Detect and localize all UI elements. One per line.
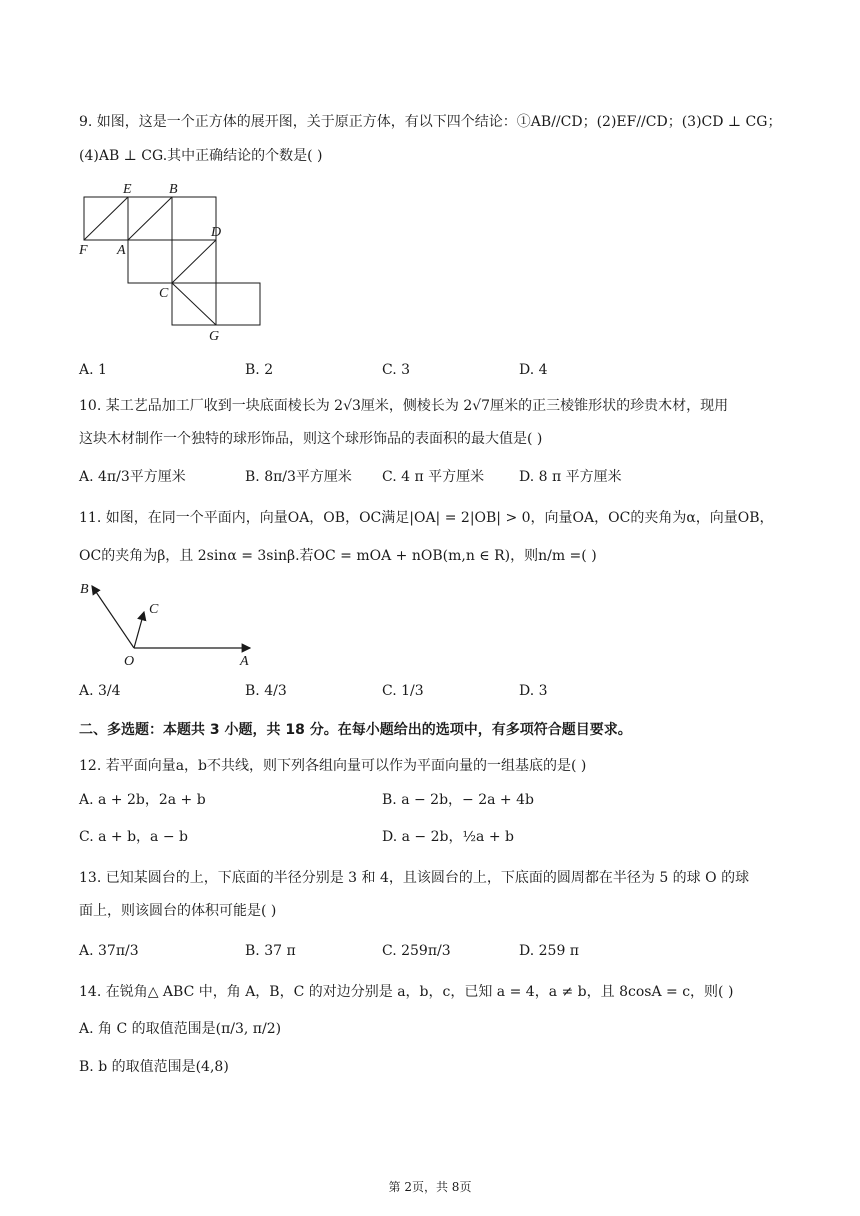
- q10-option-d: D. 8 π 平方厘米: [519, 469, 622, 485]
- q11-vector-figure: [74, 576, 264, 671]
- q11-line2: OC的夹角为β，且 2sinα = 3sinβ.若OC = mOA + nOB(m,n ∈ R)，则n/m =( ): [79, 548, 597, 564]
- q11-option-c: C. 1/3: [382, 683, 424, 699]
- q11-option-b: B. 4/3: [245, 683, 287, 699]
- q13-option-c: C. 259π/3: [382, 943, 451, 959]
- section-heading: 二、多选题：本题共 3 小题，共 18 分。在每小题给出的选项中，有多项符合题目要求。: [79, 722, 632, 738]
- label-C: C: [149, 602, 159, 617]
- q9-cube-net-figure: [76, 180, 276, 345]
- label-O: O: [124, 654, 135, 669]
- q14-option-b: B. b 的取值范围是(4,8): [79, 1059, 229, 1075]
- q9-option-c: C. 3: [382, 362, 411, 378]
- q13-option-d: D. 259 π: [519, 943, 579, 959]
- q12-option-d: D. a − 2b，½a + b: [382, 829, 514, 845]
- q10-option-a: A. 4π/3平方厘米: [79, 469, 186, 485]
- label-B: B: [80, 582, 89, 597]
- q10-option-b: B. 8π/3平方厘米: [245, 469, 352, 485]
- label-E: E: [123, 182, 132, 197]
- label-F: F: [79, 243, 88, 258]
- q13-option-a: A. 37π/3: [79, 943, 139, 959]
- q12-option-a: A. a + 2b，2a + b: [79, 792, 206, 808]
- label-G: G: [209, 329, 220, 344]
- q13-line1: 13. 已知某圆台的上，下底面的半径分别是 3 和 4，且该圆台的上，下底面的圆周都在半径为 5 的球 O 的球: [79, 870, 750, 886]
- q13-option-b: B. 37 π: [245, 943, 296, 959]
- q10-line1: 10. 某工艺品加工厂收到一块底面棱长为 2√3厘米，侧棱长为 2√7厘米的正三棱锥形状的珍贵木材，现用: [79, 398, 729, 414]
- q14-option-a: A. 角 C 的取值范围是(π/3, π/2): [79, 1021, 282, 1037]
- label-D: D: [211, 225, 222, 240]
- q13-line2: 面上，则该圆台的体积可能是( ): [79, 903, 277, 919]
- q12-line1: 12. 若平面向量a，b不共线，则下列各组向量可以作为平面向量的一组基底的是( ): [79, 758, 587, 774]
- q9-option-d: D. 4: [519, 362, 548, 378]
- q9-option-b: B. 2: [245, 362, 274, 378]
- label-A: A: [240, 654, 249, 669]
- q12-option-b: B. a − 2b，− 2a + 4b: [382, 792, 534, 808]
- label-B: B: [169, 182, 178, 197]
- q12-option-c: C. a + b，a − b: [79, 829, 188, 845]
- q9-line2: (4)AB ⊥ CG.其中正确结论的个数是( ): [79, 148, 323, 164]
- q11-option-a: A. 3/4: [79, 683, 121, 699]
- label-C: C: [159, 286, 169, 301]
- q9-option-a: A. 1: [79, 362, 107, 378]
- q11-option-d: D. 3: [519, 683, 548, 699]
- q11-line1: 11. 如图，在同一个平面内，向量OA，OB，OC满足|OA| = 2|OB| > 0，向量OA，OC的夹角为α，向量OB，: [79, 510, 774, 526]
- q10-line2: 这块木材制作一个独特的球形饰品，则这个球形饰品的表面积的最大值是( ): [79, 431, 543, 447]
- q10-option-c: C. 4 π 平方厘米: [382, 469, 485, 485]
- q9-line1: 9. 如图，这是一个正方体的展开图，关于原正方体，有以下四个结论：①AB//CD；(2)EF//CD；(3)CD ⊥ CG；: [79, 114, 782, 130]
- label-A: A: [117, 243, 126, 258]
- page-footer: 第 2页，共 8页: [388, 1180, 472, 1194]
- q14-line1: 14. 在锐角△ ABC 中，角 A，B，C 的对边分别是 a，b，c，已知 a = 4，a ≠ b，且 8cosA = c，则( ): [79, 984, 734, 1000]
